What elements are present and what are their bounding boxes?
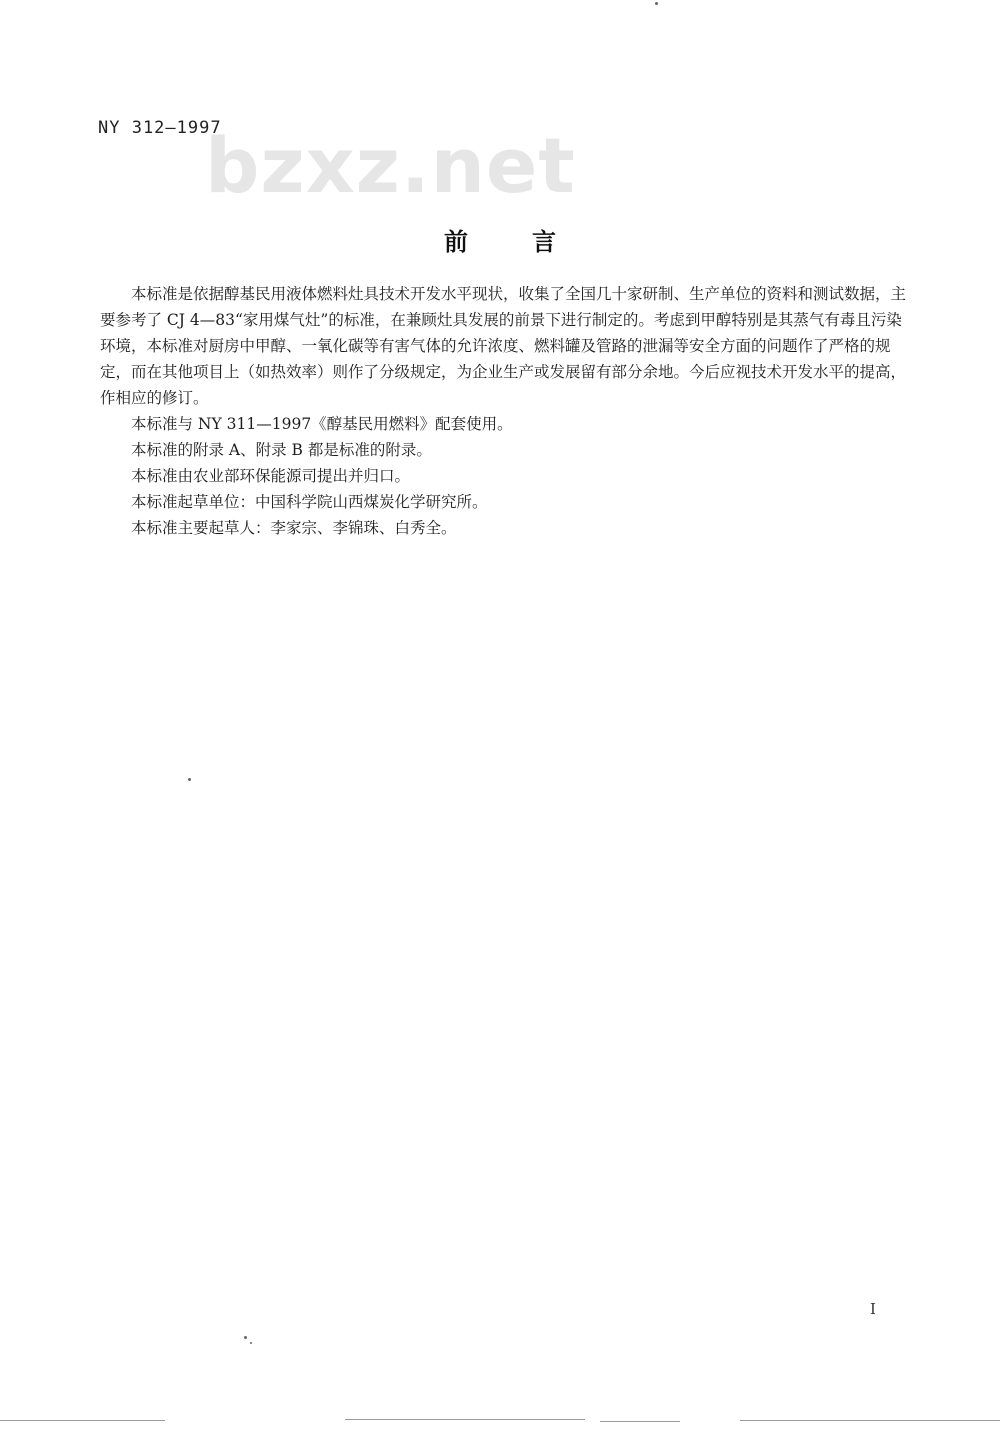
scan-speck — [655, 2, 658, 5]
foreword-paragraph-proposer: 本标准由农业部环保能源司提出并归口。 — [131, 467, 411, 485]
foreword-paragraph-drafting-unit: 本标准起草单位：中国科学院山西煤炭化学研究所。 — [131, 493, 488, 511]
foreword-paragraph-appendices: 本标准的附录 A、附录 B 都是标准的附录。 — [131, 441, 432, 459]
scan-speck — [244, 1336, 247, 1339]
watermark: bzxz.net — [205, 121, 576, 210]
standard-code: NY 312—1997 — [98, 118, 222, 138]
foreword-paragraph-related-standard: 本标准与 NY 311—1997《醇基民用燃料》配套使用。 — [131, 415, 513, 433]
foreword-paragraph-main: 本标准是依据醇基民用液体燃料灶具技术开发水平现状，收集了全国几十家研制、生产单位的资料和测试数据，主要参考了 CJ 4—83“家用煤气灶”的标准，在兼顾灶具发展的前景下进行制定的。考虑到甲醇特别是其蒸气有毒且污染环境，本标准对厨房中甲醇、一氧化碳等有害气体的允许浓度、燃料罐及管路的泄漏等安全方面的问题作了严格的规定，而在其他项目上（如热效率）则作了分级规定，为企业生产或发展留有部分余地。今后应视技术开发水平的提高，作相应的修订。 — [100, 285, 907, 407]
scan-edge-line — [0, 1416, 1000, 1426]
page-number: I — [870, 1300, 876, 1318]
scan-speck — [188, 778, 191, 781]
scan-speck — [250, 1342, 252, 1344]
foreword-body — [100, 281, 908, 541]
page-title: 前言 — [444, 228, 620, 256]
foreword-paragraph-drafters: 本标准主要起草人：李家宗、李锦珠、白秀全。 — [131, 519, 457, 537]
